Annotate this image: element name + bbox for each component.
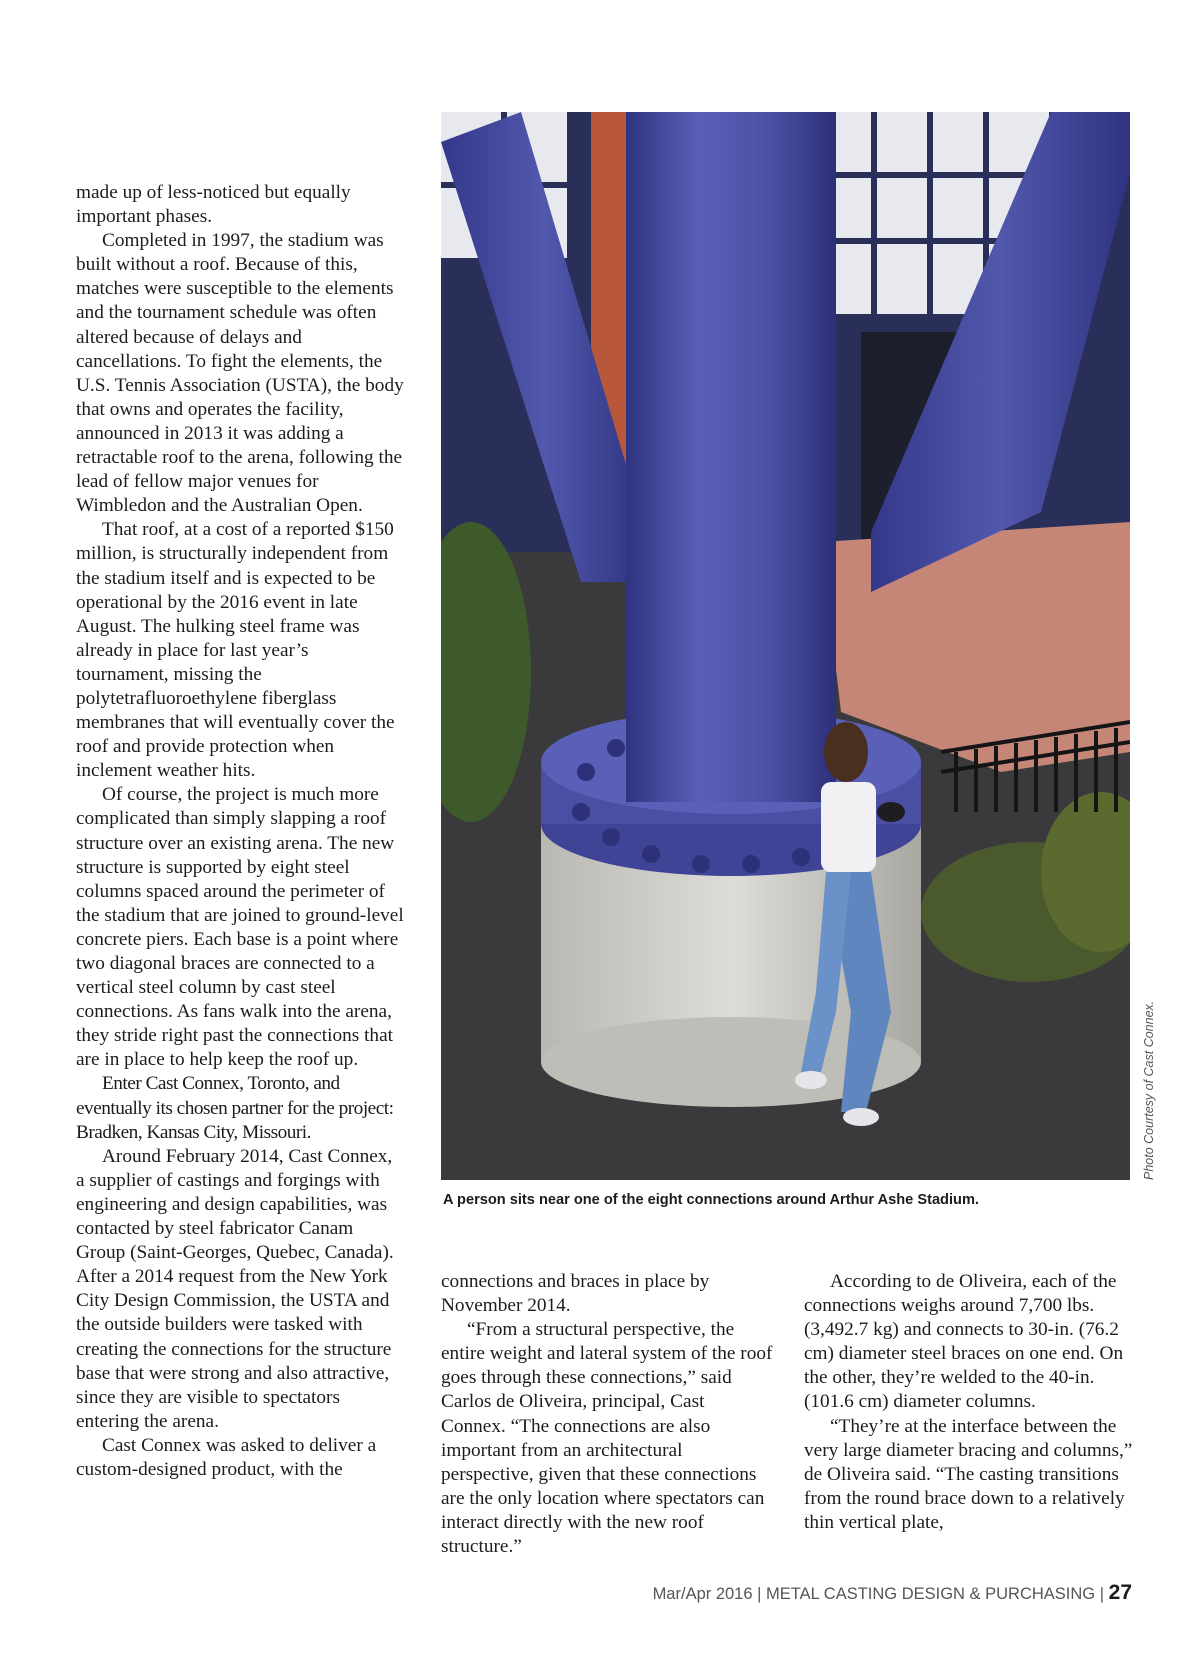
publication-name: METAL CASTING DESIGN & PURCHASING: [766, 1585, 1096, 1603]
paragraph: connections and braces in place by November 2014.: [441, 1271, 710, 1317]
article-column-left: [76, 181, 404, 1482]
paragraph: “They’re at the interface between the very large diameter bracing and columns,” de Oliveira said. “The casting transitions from the round brace down to a relatively thin vertical plate,: [804, 1415, 1133, 1533]
stadium-connection-photo: [441, 112, 1130, 1180]
footer-separator: |: [1099, 1585, 1105, 1603]
paragraph: That roof, at a cost of a reported $150 million, is structurally independent from the stadium itself and is expected to be operational by the 2016 event in late August. The hulking steel frame was already in place for last year’s tournament, missing the polytetrafluoroethylene fiberglass membranes that will eventually cover the roof and provide protection when inclement weather hits.: [76, 519, 395, 782]
paragraph: Completed in 1997, the stadium was built without a roof. Because of this, matches were susceptible to the elements and the tournament schedule was often altered because of delays and cancellations. To fight the elements, the U.S. Tennis Association (USTA), the body that owns and operates the facility, announced in 2013 it was adding a retractable roof to the arena, following the lead of fellow major venues for Wimbledon and the Australian Open.: [76, 230, 404, 517]
footer-separator: |: [757, 1585, 762, 1603]
paragraph: Around February 2014, Cast Connex, a supplier of castings and forgings with engineering and design capabilities, was contacted by steel fabricator Canam Group (Saint-Georges, Quebec, Canada). After a 2014 request from the New York City Design Commission, the USTA and the outside builders were tasked with creating the connections for the structure base that were strong and also attractive, since they are visible to spectators entering the arena.: [76, 1145, 394, 1432]
paragraph: Of course, the project is much more complicated than simply slapping a roof structure over an existing arena. The new structure is supported by eight steel columns spaced around the perimeter of the stadium that are joined to ground-level concrete piers. Each base is a point where two diagonal braces are connected to a vertical steel column by cast steel connections. As fans walk into the arena, they stride right past the connections that are in place to help keep the roof up.: [76, 784, 404, 1071]
issue-date: Mar/Apr 2016: [652, 1585, 753, 1603]
article-column-middle: [441, 1270, 773, 1559]
page-footer: [653, 1581, 1132, 1605]
paragraph: According to de Oliveira, each of the connections weighs around 7,700 lbs. (3,492.7 kg) and connects to 30-in. (76.2 cm) diameter steel braces on one end. On the other, they’re welded to the 40-in. (101.6 cm) diameter columns.: [804, 1271, 1124, 1413]
paragraph: Cast Connex was asked to deliver a custom-designed product, with the: [76, 1434, 377, 1480]
photo-caption: A person sits near one of the eight connections around Arthur Ashe Stadium.: [443, 1192, 979, 1208]
page-number: 27: [1108, 1581, 1132, 1604]
paragraph: “From a structural perspective, the entire weight and lateral system of the roof goes through these connections,” said Carlos de Oliveira, principal, Cast Connex. “The connections are also important from an architectural perspective, given that these connections are the only location where spectators can interact directly with the new roof structure.”: [441, 1319, 773, 1558]
paragraph: Enter Cast Connex, Toronto, and eventually its chosen partner for the project: Bradken, Kansas City, Missouri.: [76, 1073, 394, 1143]
article-column-right: [804, 1270, 1134, 1535]
paragraph: made up of less-noticed but equally important phases.: [76, 182, 351, 228]
photo-credit: Photo Courtesy of Cast Connex.: [1142, 1000, 1156, 1180]
